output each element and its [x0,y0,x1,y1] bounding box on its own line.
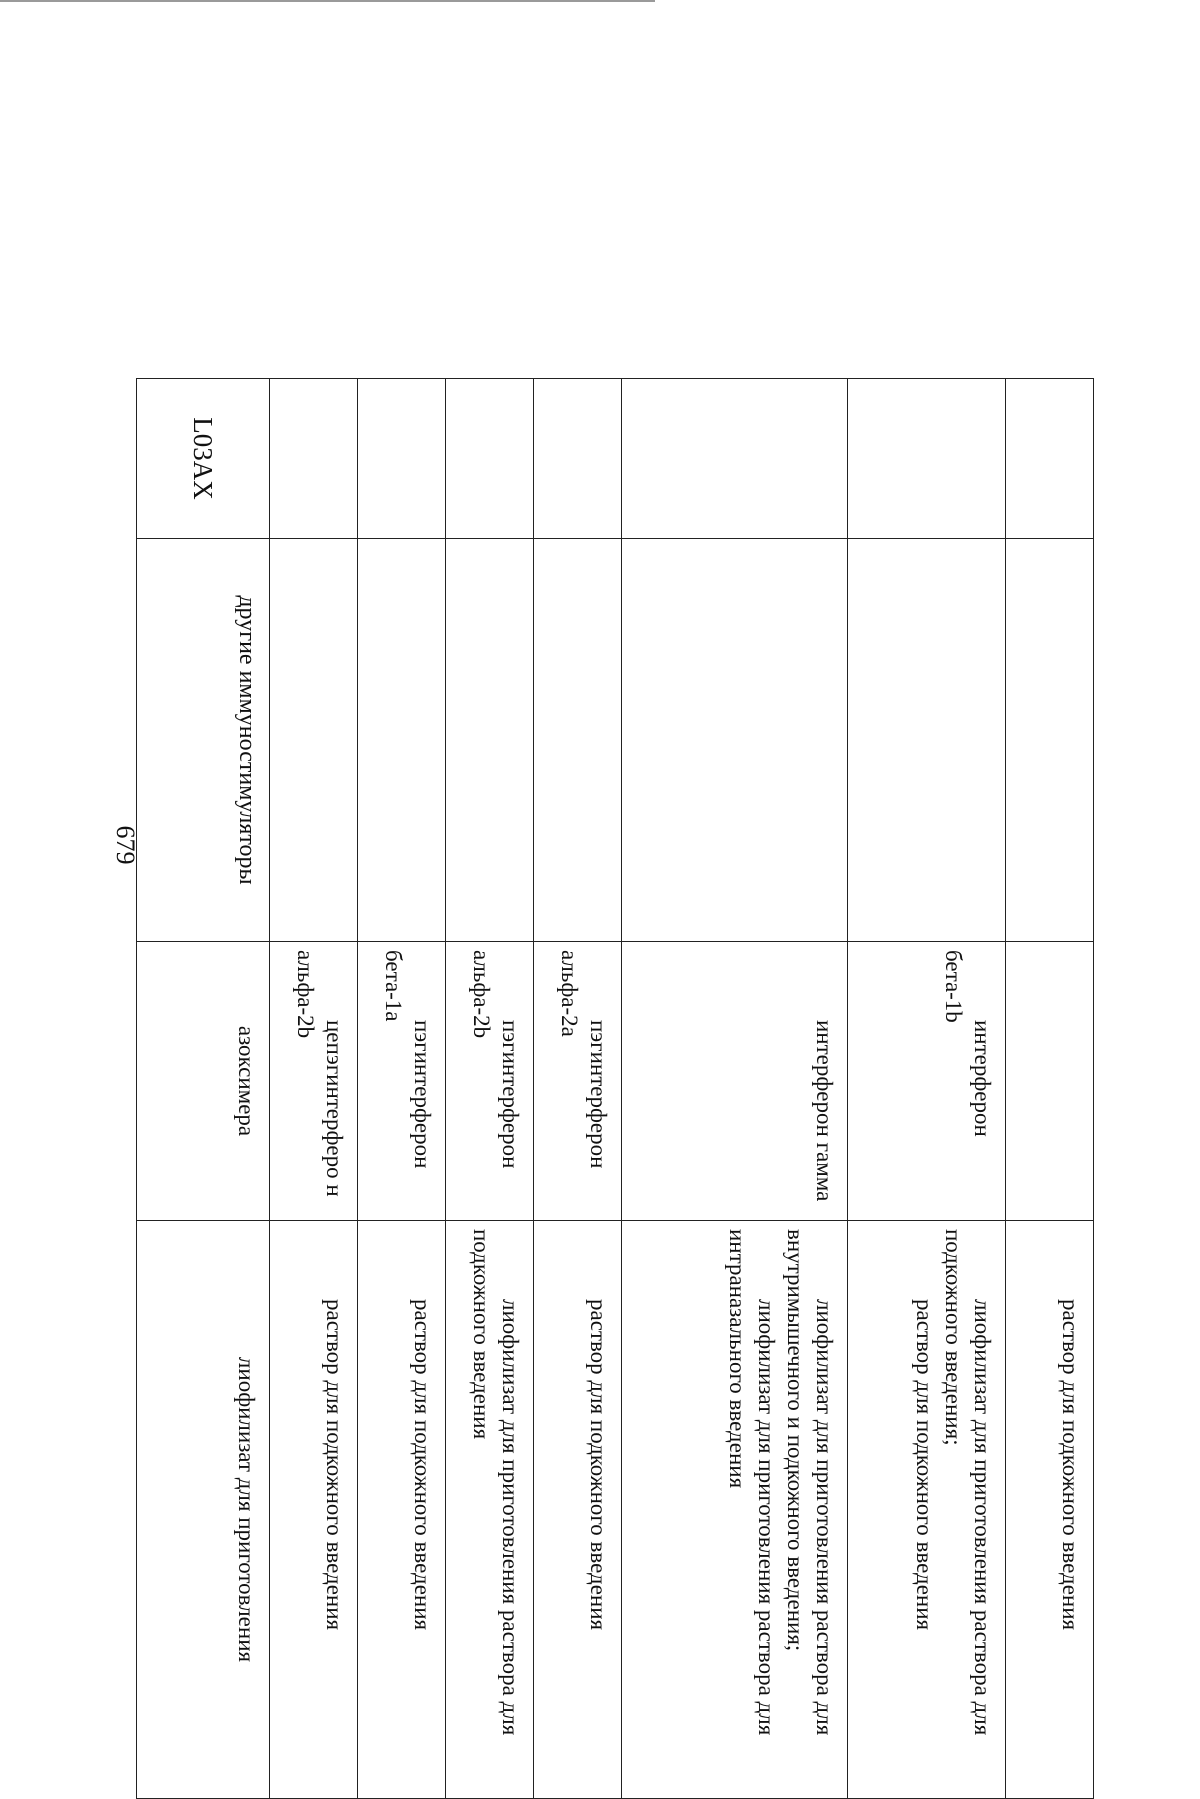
forms-cell [270,1221,358,1799]
drug-cell: пэгинтерферон альфа-2b [446,942,534,1221]
form-line: раствор для подкожного введения [1058,1299,1083,1631]
drug-cell: азоксимера [137,942,270,1221]
group-cell [358,539,446,942]
form-line: раствор для подкожного введения [410,1299,435,1631]
forms-cell [534,1221,622,1799]
table-row [848,379,1006,1799]
group-cell [1006,539,1094,942]
group-cell [622,539,848,942]
atc-code-cell: L03AX [137,379,270,539]
atc-code-cell [848,379,1006,539]
atc-code-cell [446,379,534,539]
atc-code-cell [1006,379,1094,539]
form-line: лиофилизат для приготовления раствора для подкожного введения; [941,1229,995,1736]
table-row [1006,379,1094,1799]
form-line: раствор для подкожного введения [322,1299,347,1631]
table-row [270,379,358,1799]
atc-code-cell [270,379,358,539]
page-number: 679 [111,825,140,865]
group-cell [848,539,1006,942]
atc-code-cell [534,379,622,539]
forms-cell [446,1221,534,1799]
forms-cell [358,1221,446,1799]
form-line: раствор для подкожного введения [912,1299,937,1631]
drug-cell: интерферон бета-1b [848,942,1006,1221]
drug-cell: пэгинтерферон бета-1a [358,942,446,1221]
top-rule [0,0,655,2]
drug-table [136,378,1094,1799]
group-cell [534,539,622,942]
forms-cell [622,1221,848,1799]
group-cell [446,539,534,942]
table-row [446,379,534,1799]
form-line: лиофилизат для приготовления [234,1356,259,1663]
table-row [622,379,848,1799]
form-line: раствор для подкожного введения [586,1299,611,1631]
group-cell: другие иммуностимуляторы [137,539,270,942]
form-line: лиофилизат для приготовления раствора для подкожного введения [469,1229,523,1736]
form-line: лиофилизат для приготовления раствора для внутримышечного и подкожного введения; [783,1229,837,1736]
table-row [534,379,622,1799]
table-row [358,379,446,1799]
drug-cell: пэгинтерферон альфа-2a [534,942,622,1221]
forms-cell [848,1221,1006,1799]
drug-cell: цепэгинтерферо н альфа-2b [270,942,358,1221]
forms-cell [1006,1221,1094,1799]
form-line: лиофилизат для приготовления раствора для интраназального введения [725,1229,779,1736]
group-cell [270,539,358,942]
atc-code-cell [622,379,848,539]
drug-table-wrapper [136,378,1094,1798]
forms-cell [137,1221,270,1799]
atc-code-cell [358,379,446,539]
table-row [137,379,270,1799]
drug-cell: интерферон гамма [622,942,848,1221]
drug-cell [1006,942,1094,1221]
